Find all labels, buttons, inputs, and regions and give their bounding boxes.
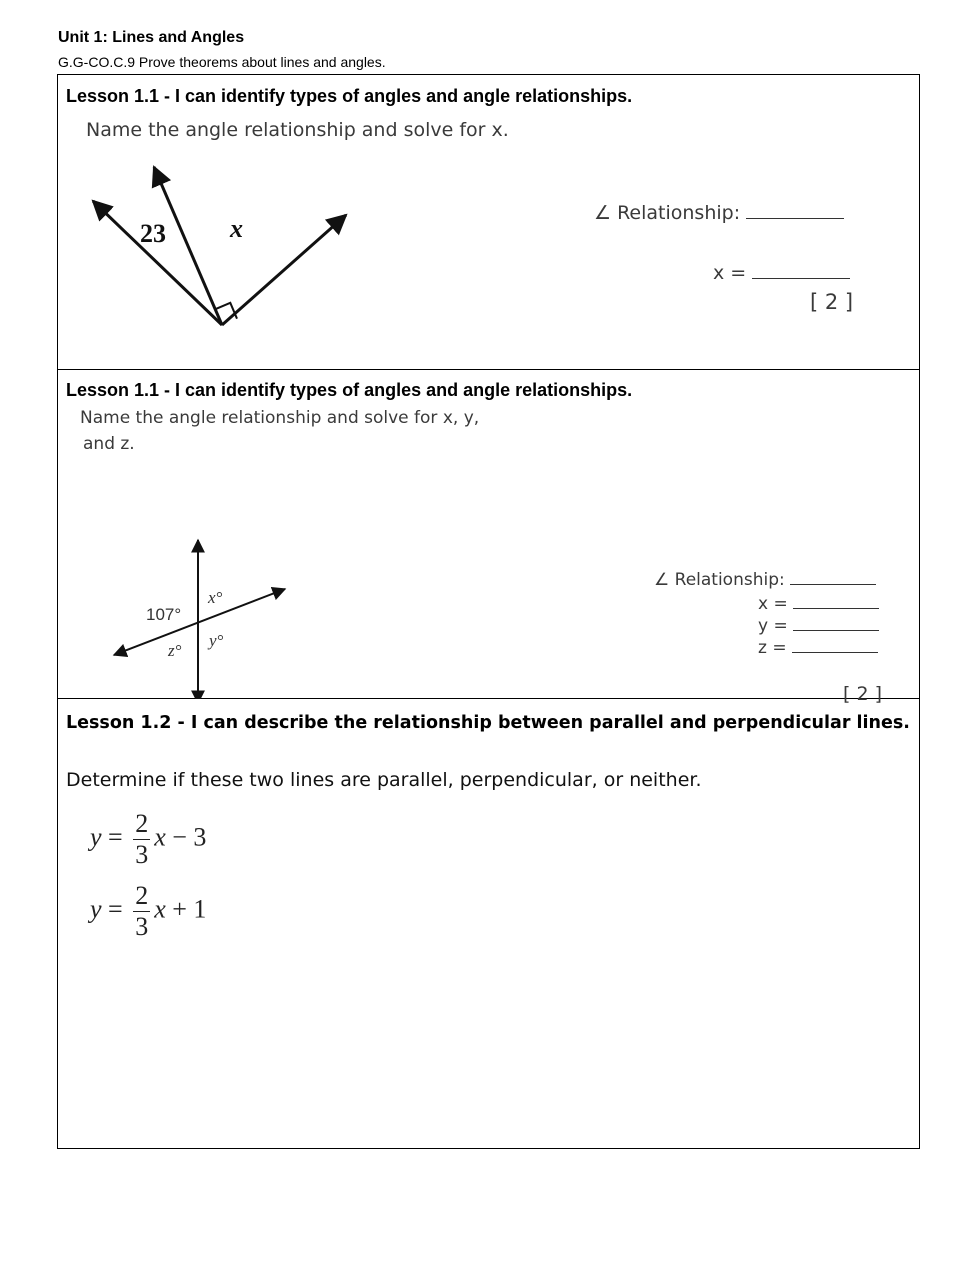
- relationship-blank[interactable]: [746, 218, 844, 219]
- eq-lhs: y: [90, 822, 102, 852]
- eq-lhs: y: [90, 894, 102, 924]
- eq-denominator: 3: [135, 840, 149, 869]
- unit-title: Unit 1: Lines and Angles: [58, 29, 245, 46]
- relationship-label: ∠ Relationship:: [594, 202, 741, 224]
- marks-label: [ 2 ]: [810, 290, 854, 314]
- eq-fraction: [133, 883, 150, 940]
- relationship-blank[interactable]: [790, 584, 876, 585]
- x-answer: [758, 593, 879, 615]
- lesson-section-2: [58, 370, 919, 705]
- y-blank[interactable]: [793, 630, 879, 631]
- x-label: x =: [758, 594, 788, 614]
- x-answer: [713, 262, 850, 284]
- eq-variable: x: [154, 894, 166, 924]
- eq-numerator: 2: [135, 809, 149, 838]
- lesson-section-1: [58, 75, 919, 370]
- z-blank[interactable]: [792, 652, 878, 653]
- worksheet-table: [57, 74, 920, 1149]
- relationship-label: ∠ Relationship:: [654, 570, 785, 590]
- lesson-title: Lesson 1.1 - I can identify types of angles and angle relationships.: [66, 380, 633, 400]
- relationship-answer: [594, 202, 844, 224]
- eq-constant: + 1: [172, 894, 207, 924]
- angle-label-23: 23: [140, 219, 166, 248]
- equation-2: [90, 883, 206, 940]
- y-answer: [758, 615, 879, 637]
- angle-label-z: z°: [168, 641, 182, 660]
- instruction-text: Name the angle relationship and solve for x.: [86, 119, 509, 141]
- eq-constant: − 3: [172, 822, 207, 852]
- angle-label-x: x: [230, 214, 243, 243]
- eq-equals: =: [108, 894, 123, 924]
- instruction-text-line-1: Name the angle relationship and solve for x, y,: [80, 408, 480, 428]
- eq-equals: =: [108, 822, 123, 852]
- marks-label: [ 2 ]: [843, 683, 882, 705]
- transversal-line: [114, 589, 285, 655]
- x-blank[interactable]: [793, 608, 879, 609]
- x-label: x =: [713, 262, 747, 284]
- lesson-title: Lesson 1.1 - I can identify types of angles and angle relationships.: [66, 86, 633, 106]
- angle-label-x: x°: [208, 588, 223, 607]
- instruction-text-line-2: and z.: [83, 434, 135, 454]
- z-label: z =: [758, 638, 787, 658]
- lesson-section-3: [58, 699, 919, 1149]
- standard-text: G.G-CO.C.9 Prove theorems about lines and angles.: [58, 54, 386, 70]
- eq-denominator: 3: [135, 912, 149, 941]
- angle-label-y: y°: [209, 631, 224, 650]
- relationship-answer: [654, 570, 876, 590]
- y-label: y =: [758, 616, 788, 636]
- angle-label-107: 107°: [146, 605, 182, 624]
- lesson-title: Lesson 1.2 - I can describe the relationship between parallel and perpendicular lines.: [66, 713, 910, 733]
- eq-fraction: [133, 811, 150, 868]
- x-blank[interactable]: [752, 278, 850, 279]
- equation-1: [90, 811, 206, 868]
- eq-variable: x: [154, 822, 166, 852]
- z-answer: [758, 637, 879, 659]
- xyz-answers: [758, 593, 879, 659]
- eq-numerator: 2: [135, 881, 149, 910]
- instruction-text: Determine if these two lines are parallel, perpendicular, or neither.: [66, 769, 702, 791]
